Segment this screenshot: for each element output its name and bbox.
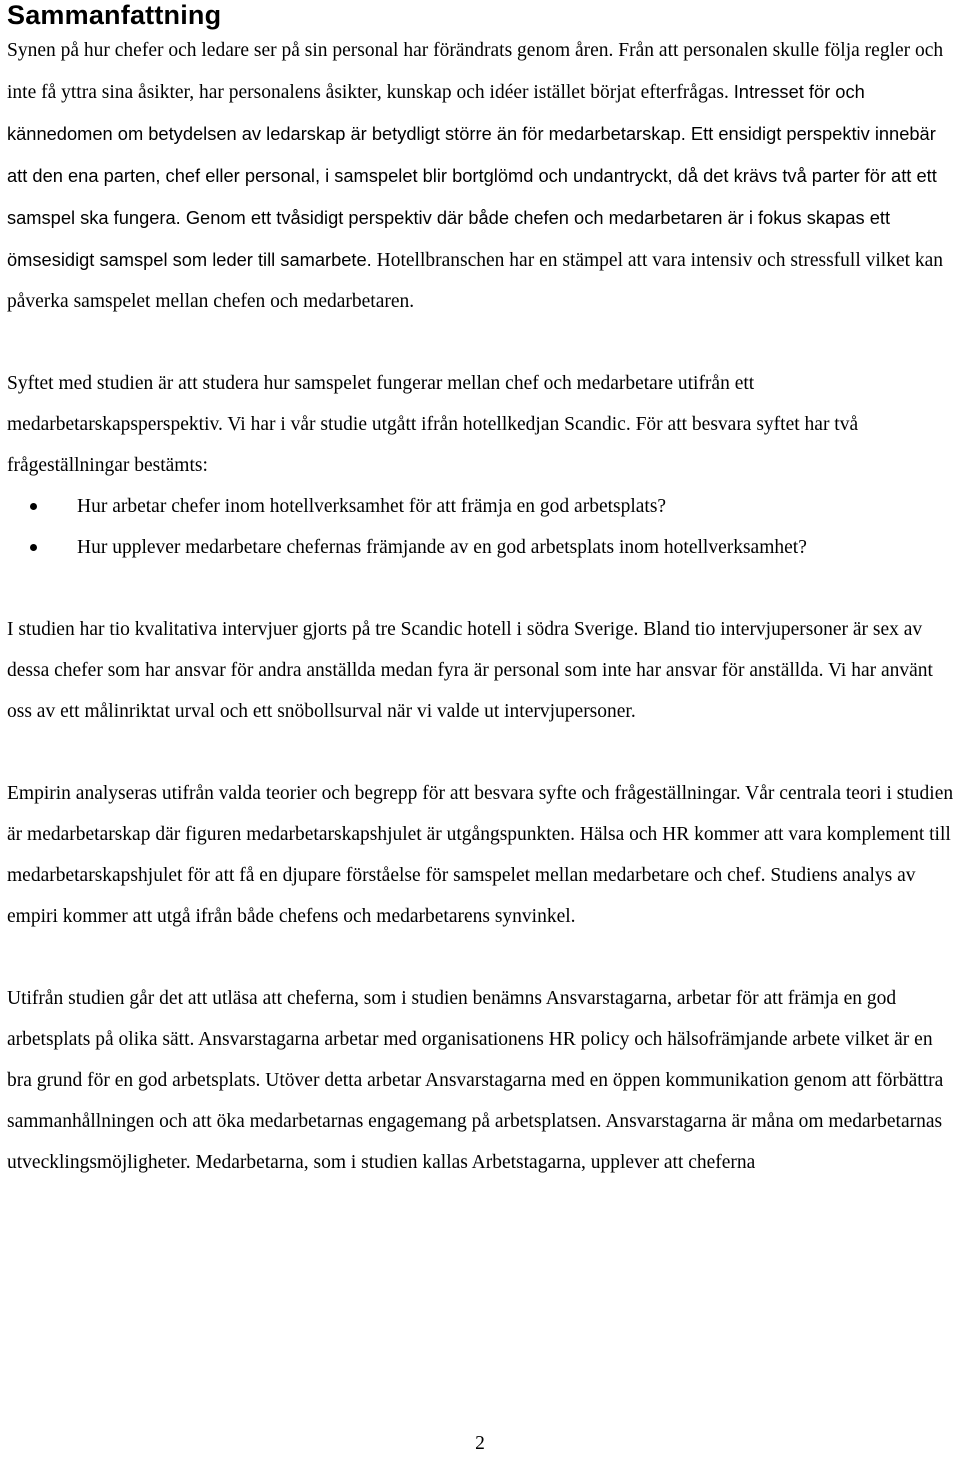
paragraph-1-text-c: Hotellbranschen har en stämpel att vara intensiv och stressfull vilket kan påverka samspelet mellan chefen och medarbetaren. xyxy=(7,250,944,312)
document-page xyxy=(7,0,957,1183)
bullet-icon xyxy=(30,503,37,510)
summary-paragraph-2: Syftet med studien är att studera hur samspelet fungerar mellan chef och medarbetare utifrån ett medarbetarskapsperspektiv. Vi har i vår studie utgått ifrån hotellkedjan Scandic. För att besvara syftet har två frågeställningar bestämts: xyxy=(7,373,859,476)
paragraph-1-text-b: Intresset för och kännedomen om betydelsen av ledarskap är betydligt större än för medarbetarskap. Ett ensidigt perspektiv innebär att den ena parten, chef eller personal, i samspelet blir bortglömd och undantryckt, då det krävs två parter för att ett samspel ska fungera. Genom ett tvåsidigt perspektiv där både chefen och medarbetaren är i fokus skapas ett ömsesidigt samspel som leder till samarbete. xyxy=(7,81,937,270)
summary-paragraph-5: Utifrån studien går det att utläsa att cheferna, som i studien benämns Ansvarstagarna, arbetar för att främja en god arbetsplats på olika sätt. Ansvarstagarna arbetar med organisationens HR policy och hälsofrämjande arbete vilket är en bra grund för en god arbetsplats. Utöver detta arbetar Ansvarstagarna med en öppen kommunikation genom att förbättra sammanhållningen och att öka medarbetarnas engagemang på arbetsplatsen. Ansvarstagarna är måna om medarbetarnas utvecklingsmöjligheter. Medarbetarna, som i studien kallas Arbetstagarna, upplever att cheferna xyxy=(7,988,944,1173)
research-questions-list xyxy=(7,486,957,568)
list-item-text: Hur arbetar chefer inom hotellverksamhet för att främja en god arbetsplats? xyxy=(77,496,667,517)
paragraph-spacer xyxy=(7,568,957,609)
summary-paragraph-4: Empirin analyseras utifrån valda teorier och begrepp för att besvara syfte och frågeställningar. Vår centrala teori i studien är medarbetarskap där figuren medarbetarskapshjulet är utgångspunkten. Hälsa och HR kommer att vara komplement till medarbetarskapshjulet för att få en djupare förståelse för samspelet mellan medarbetare och chef. Studiens analys av empiri kommer att utgå ifrån både chefens och medarbetarens synvinkel. xyxy=(7,783,954,927)
paragraph-1-text-a: Synen på hur chefer och ledare ser på sin personal har förändrats genom åren. Från att personalen skulle följa regler och inte få yttra sina åsikter, har personalens åsikter, kunskap och idéer istället börjat efterfrågas. xyxy=(7,40,944,103)
list-item xyxy=(7,527,957,568)
paragraph-spacer xyxy=(7,322,957,363)
list-item xyxy=(7,486,957,527)
summary-paragraph-1 xyxy=(7,30,957,322)
paragraph-spacer xyxy=(7,937,957,978)
page-title: Sammanfattning xyxy=(7,0,222,30)
paragraph-spacer xyxy=(7,732,957,773)
page-number: 2 xyxy=(475,1433,485,1454)
list-item-text: Hur upplever medarbetare chefernas främjande av en god arbetsplats inom hotellverksamhet? xyxy=(77,537,807,558)
summary-paragraph-3: I studien har tio kvalitativa intervjuer gjorts på tre Scandic hotell i södra Sverige. Bland tio intervjupersoner är sex av dessa chefer som har ansvar för andra anställda medan fyra är personal som inte har ansvar för anställda. Vi har använt oss av ett målinriktat urval och ett snöbollsurval när vi valde ut intervjupersoner. xyxy=(7,619,933,722)
bullet-icon xyxy=(30,544,37,551)
